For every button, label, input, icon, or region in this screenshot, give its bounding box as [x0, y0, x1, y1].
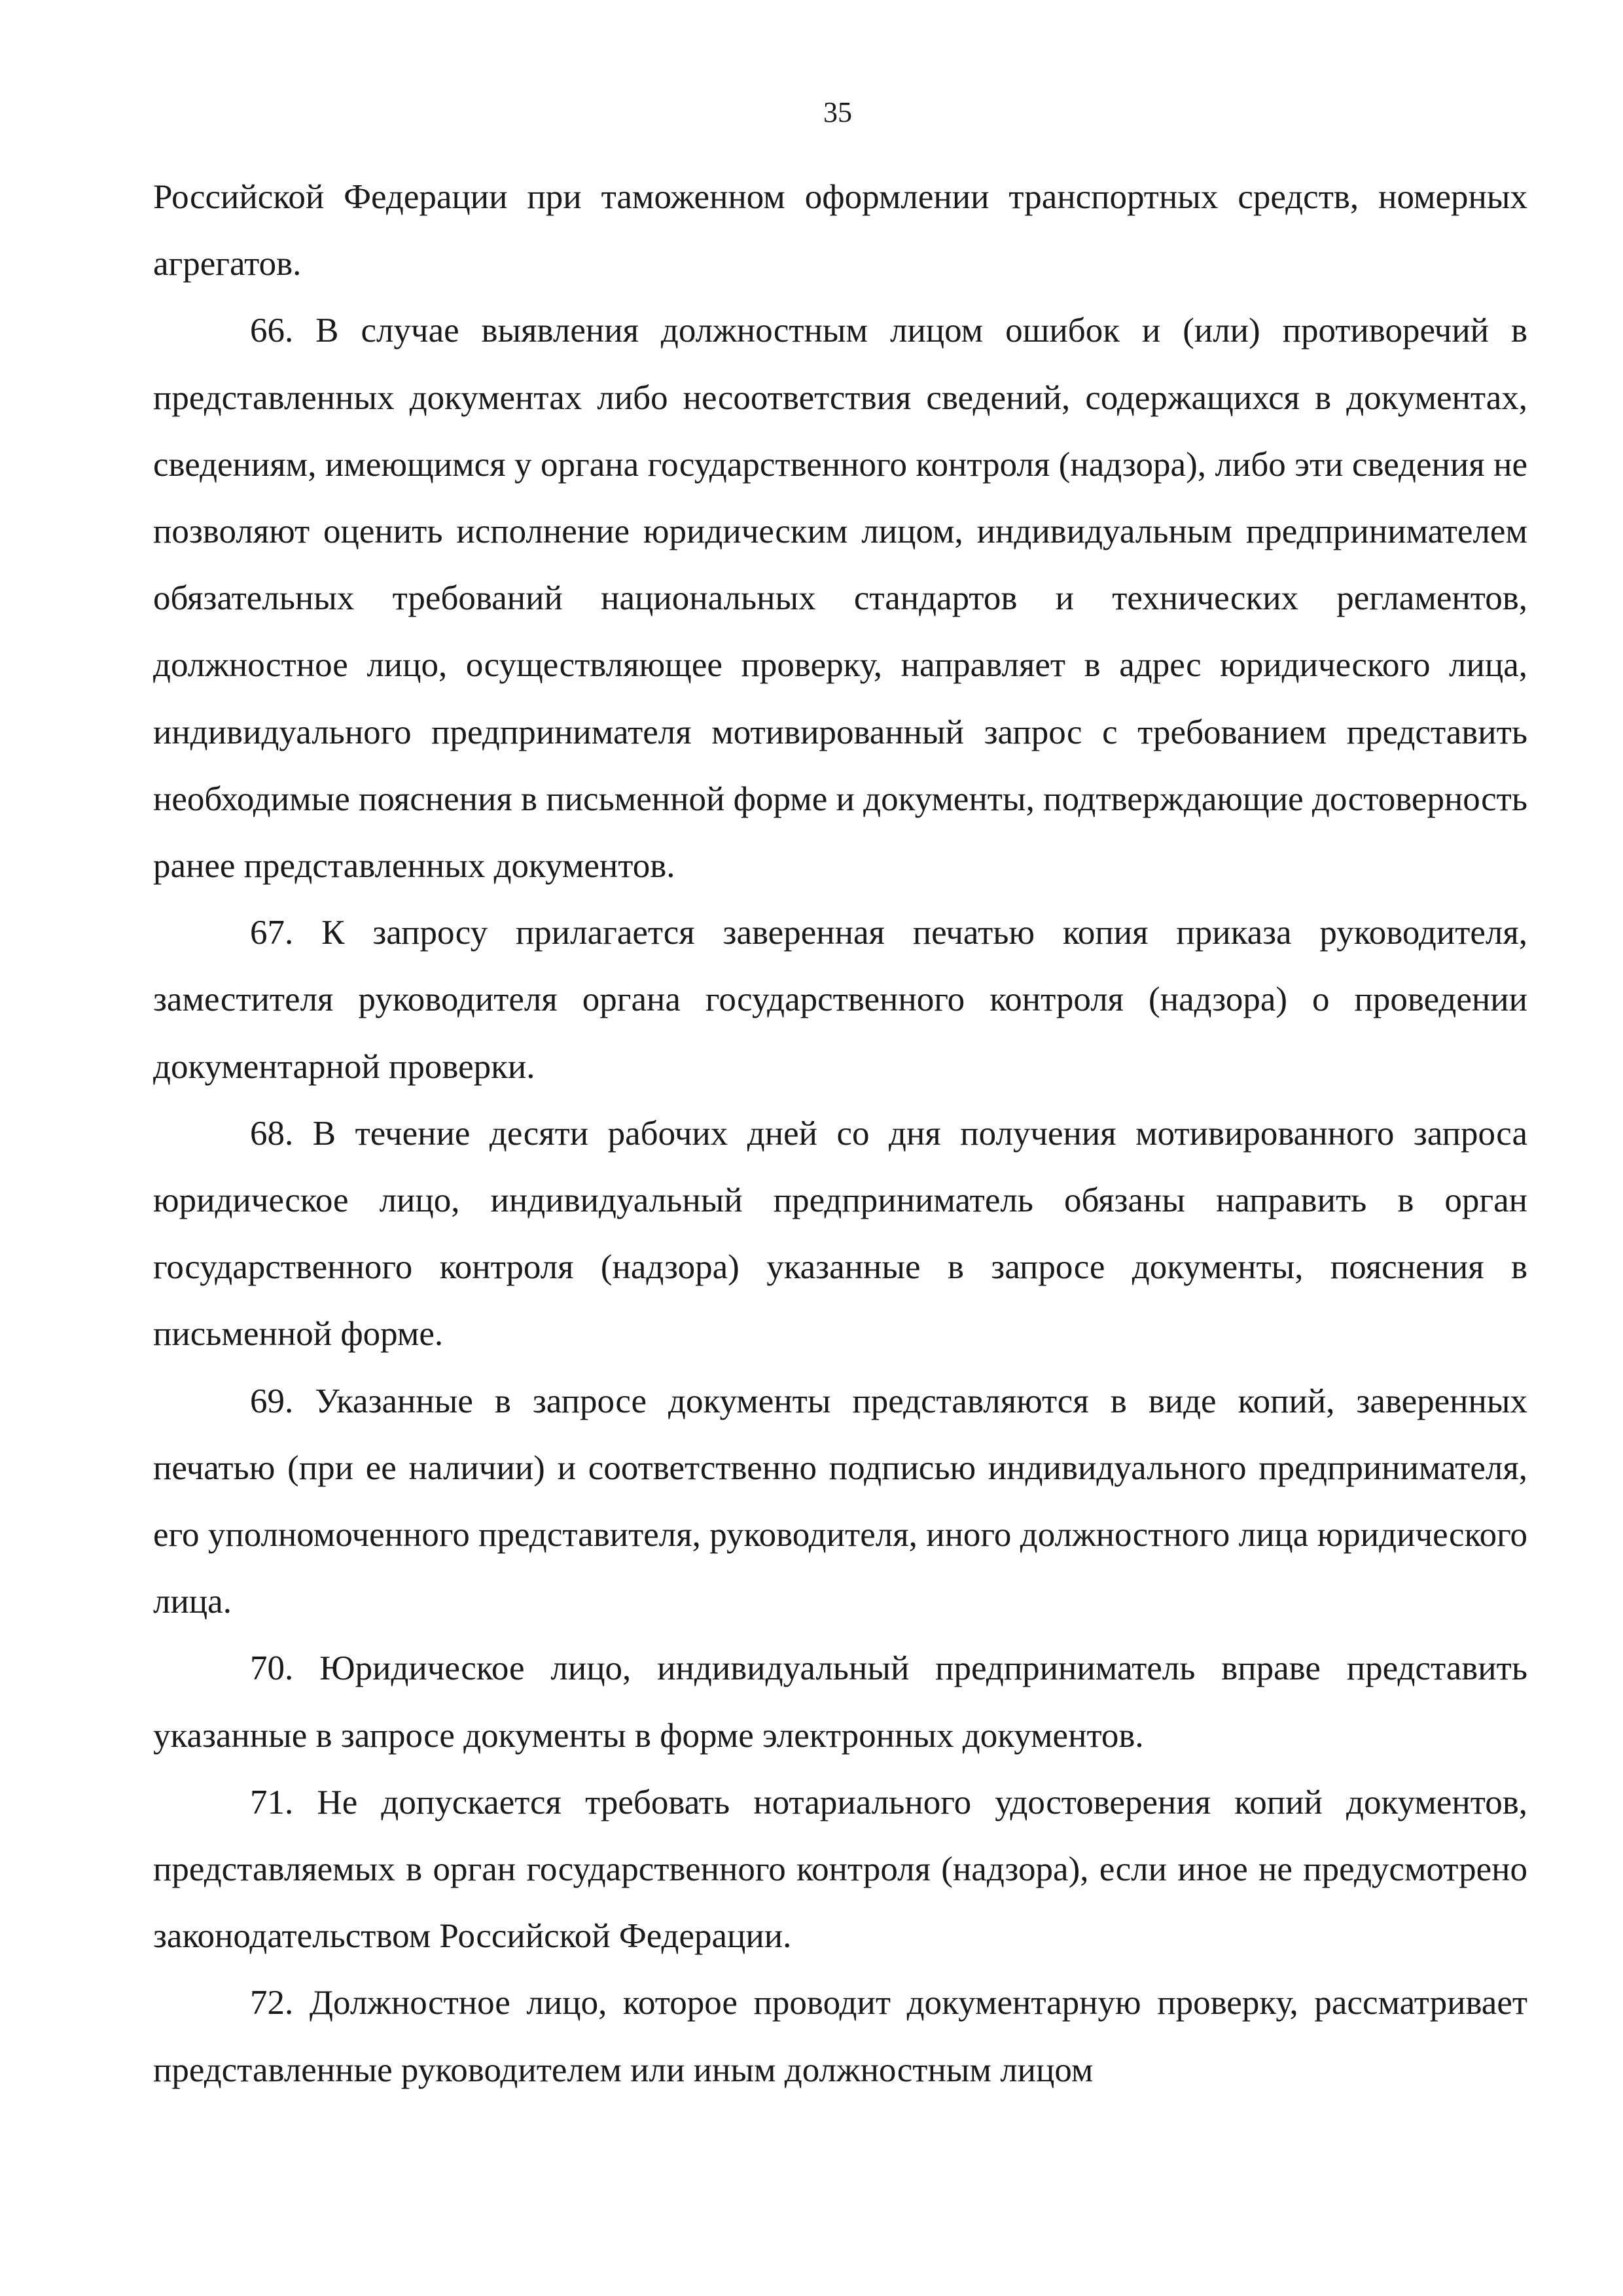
page-number: 35: [823, 96, 852, 128]
paragraph-71: 71. Не допускается требовать нотариального удостоверения копий документов, представляемых в орган государственного контроля (надзора), если иное не предусмотрено законодательством Российской Федерации.: [153, 1783, 1527, 1956]
document-body: [153, 164, 1527, 2104]
paragraph-66: 66. В случае выявления должностным лицом ошибок и (или) противоречий в представленных документах либо несоответствия сведений, содержащихся в документах, сведениям, имеющимся у органа государственного контроля (надзора), либо эти сведения не позволяют оценить исполнение юридическим лицом, индивидуальным предпринимателем обязательных требований национальных стандартов и технических регламентов, должностное лицо, осуществляющее проверку, направляет в адрес юридического лица, индивидуального предпринимателя мотивированный запрос с требованием представить необходимые пояснения в письменной форме и документы, подтверждающие достоверность ранее представленных документов.: [153, 312, 1527, 886]
paragraph-68: 68. В течение десяти рабочих дней со дня получения мотивированного запроса юридическое лицо, индивидуальный предприниматель обязаны направить в орган государственного контроля (надзора) указанные в запросе документы, пояснения в письменной форме.: [153, 1114, 1527, 1354]
paragraph-continuation: Российской Федерации при таможенном оформлении транспортных средств, номерных агрегатов.: [153, 178, 1527, 283]
paragraph-70: 70. Юридическое лицо, индивидуальный предприниматель вправе представить указанные в запросе документы в форме электронных документов.: [153, 1649, 1527, 1755]
paragraph-72: 72. Должностное лицо, которое проводит документарную проверку, рассматривает представленные руководителем или иным должностным лицом: [153, 1984, 1527, 2089]
paragraph-69: 69. Указанные в запросе документы представляются в виде копий, заверенных печатью (при ее наличии) и соответственно подписью индивидуального предпринимателя, его уполномоченного представителя, руководителя, иного должностного лица юридического лица.: [153, 1382, 1527, 1621]
paragraph-67: 67. К запросу прилагается заверенная печатью копия приказа руководителя, заместителя руководителя органа государственного контроля (надзора) о проведении документарной проверки.: [153, 914, 1527, 1086]
